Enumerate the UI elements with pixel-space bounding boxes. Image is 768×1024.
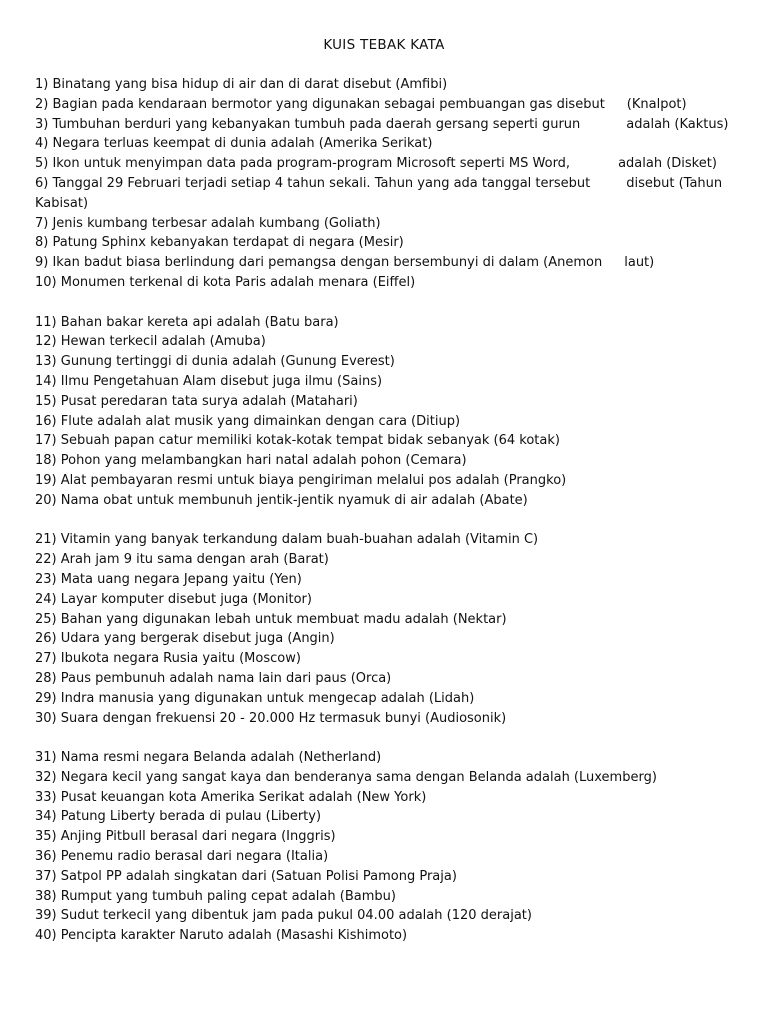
question-text: 33) Pusat keuangan kota Amerika Serikat adalah (New York) bbox=[35, 789, 427, 805]
section-gap bbox=[35, 511, 735, 531]
list-item bbox=[35, 807, 735, 827]
question-text: 27) Ibukota negara Rusia yaitu (Moscow) bbox=[35, 651, 301, 667]
list-item bbox=[35, 867, 735, 887]
question-text: 5) Ikon untuk menyimpan data pada program-program Microsoft seperti MS Word, bbox=[35, 156, 571, 172]
question-text: 37) Satpol PP adalah singkatan dari (Satuan Polisi Pamong Praja) bbox=[35, 868, 457, 884]
question-text: 16) Flute adalah alat musik yang dimainkan dengan cara (Ditiup) bbox=[35, 413, 461, 429]
list-item bbox=[35, 95, 735, 115]
question-text: 31) Nama resmi negara Belanda adalah (Netherland) bbox=[35, 750, 382, 766]
question-text: 29) Indra manusia yang digunakan untuk mengecap adalah (Lidah) bbox=[35, 690, 475, 706]
list-item bbox=[35, 491, 735, 511]
question-text: 9) Ikan badut biasa berlindung dari pemangsa dengan bersembunyi di dalam (Anemon bbox=[35, 255, 603, 271]
question-text: 6) Tanggal 29 Februari terjadi setiap 4 tahun sekali. Tahun yang ada tanggal tersebut bbox=[35, 175, 591, 191]
question-text: 1) Binatang yang bisa hidup di air dan di darat disebut (Amfibi) bbox=[35, 77, 448, 92]
answer-text: adalah (Kaktus) bbox=[626, 116, 729, 132]
spacer bbox=[602, 253, 624, 273]
list-item bbox=[35, 847, 735, 867]
list-item bbox=[35, 669, 735, 689]
list-item bbox=[35, 689, 735, 709]
list-item bbox=[35, 451, 735, 471]
list-item bbox=[35, 332, 735, 352]
question-text: 8) Patung Sphinx kebanyakan terdapat di negara (Mesir) bbox=[35, 235, 404, 251]
spacer bbox=[590, 174, 626, 194]
question-text: 17) Sebuah papan catur memiliki kotak-kotak tempat bidak sebanyak (64 kotak) bbox=[35, 433, 560, 449]
list-item bbox=[35, 768, 735, 788]
question-text: 12) Hewan terkecil adalah (Amuba) bbox=[35, 334, 266, 350]
question-text: 32) Negara kecil yang sangat kaya dan benderanya sama dengan Belanda adalah (Luxemberg) bbox=[35, 769, 657, 785]
list-item bbox=[35, 906, 735, 926]
question-text: 26) Udara yang bergerak disebut juga (Angin) bbox=[35, 631, 335, 647]
list-item bbox=[35, 570, 735, 590]
question-text: 3) Tumbuhan berduri yang kebanyakan tumbuh pada daerah gersang seperti gurun bbox=[35, 116, 581, 132]
answer-text: disebut (Tahun bbox=[626, 175, 723, 191]
section-gap bbox=[35, 728, 735, 748]
question-text: 18) Pohon yang melambangkan hari natal adalah pohon (Cemara) bbox=[35, 453, 467, 469]
list-item bbox=[35, 788, 735, 808]
section-gap bbox=[35, 293, 735, 313]
list-item bbox=[35, 174, 735, 194]
list-item bbox=[35, 471, 735, 491]
question-text: 36) Penemu radio berasal dari negara (Italia) bbox=[35, 849, 329, 865]
list-item bbox=[35, 887, 735, 907]
question-text: 10) Monumen terkenal di kota Paris adalah menara (Eiffel) bbox=[35, 274, 416, 290]
list-item bbox=[35, 392, 735, 412]
question-text: 15) Pusat peredaran tata surya adalah (Matahari) bbox=[35, 393, 358, 409]
question-text: 2) Bagian pada kendaraan bermotor yang digunakan sebagai pembuangan gas disebut bbox=[35, 96, 605, 112]
question-text: 20) Nama obat untuk membunuh jentik-jentik nyamuk di air adalah (Abate) bbox=[35, 492, 528, 508]
question-text: 23) Mata uang negara Jepang yaitu (Yen) bbox=[35, 571, 302, 587]
question-text: 30) Suara dengan frekuensi 20 - 20.000 Hz termasuk bunyi (Audiosonik) bbox=[35, 710, 507, 726]
answer-text: (Knalpot) bbox=[626, 96, 687, 112]
list-item bbox=[35, 154, 735, 174]
list-item bbox=[35, 926, 735, 946]
question-text: 28) Paus pembunuh adalah nama lain dari paus (Orca) bbox=[35, 670, 392, 686]
question-text: 40) Pencipta karakter Naruto adalah (Masashi Kishimoto) bbox=[35, 928, 408, 944]
question-text: 19) Alat pembayaran resmi untuk biaya pengiriman melalui pos adalah (Prangko) bbox=[35, 472, 567, 488]
spacer bbox=[580, 115, 626, 135]
document-title: KUIS TEBAK KATA bbox=[323, 37, 445, 53]
list-item-continuation: Kabisat) bbox=[35, 195, 89, 211]
list-item bbox=[35, 352, 735, 372]
list-item bbox=[35, 214, 735, 234]
question-text: 11) Bahan bakar kereta api adalah (Batu bara) bbox=[35, 314, 339, 330]
list-item bbox=[35, 629, 735, 649]
question-text: 22) Arah jam 9 itu sama dengan arah (Barat) bbox=[35, 552, 329, 568]
list-item bbox=[35, 709, 735, 729]
question-text: 25) Bahan yang digunakan lebah untuk membuat madu adalah (Nektar) bbox=[35, 611, 507, 627]
question-text: 35) Anjing Pitbull berasal dari negara (Inggris) bbox=[35, 829, 336, 845]
list-item bbox=[35, 115, 735, 135]
question-text: 21) Vitamin yang banyak terkandung dalam buah-buahan adalah (Vitamin C) bbox=[35, 532, 539, 548]
list-item bbox=[35, 530, 735, 550]
question-text: 14) Ilmu Pengetahuan Alam disebut juga ilmu (Sains) bbox=[35, 373, 383, 389]
question-text: 4) Negara terluas keempat di dunia adalah (Amerika Serikat) bbox=[35, 136, 433, 152]
list-item bbox=[35, 134, 735, 154]
question-text: 24) Layar komputer disebut juga (Monitor) bbox=[35, 591, 312, 607]
list-item bbox=[35, 372, 735, 392]
list-item bbox=[35, 431, 735, 451]
list-item bbox=[35, 273, 735, 293]
question-text: 38) Rumput yang tumbuh paling cepat adalah (Bambu) bbox=[35, 888, 396, 904]
list-item bbox=[35, 233, 735, 253]
list-item bbox=[35, 550, 735, 570]
question-text: 34) Patung Liberty berada di pulau (Liberty) bbox=[35, 809, 322, 825]
list-item bbox=[35, 649, 735, 669]
list-item bbox=[35, 75, 735, 95]
list-item bbox=[35, 827, 735, 847]
list-item bbox=[35, 412, 735, 432]
list-item bbox=[35, 253, 735, 273]
list-item bbox=[35, 590, 735, 610]
question-text: 39) Sudut terkecil yang dibentuk jam pada pukul 04.00 adalah (120 derajat) bbox=[35, 908, 532, 924]
question-text: 13) Gunung tertinggi di dunia adalah (Gunung Everest) bbox=[35, 354, 395, 370]
question-text: 7) Jenis kumbang terbesar adalah kumbang (Goliath) bbox=[35, 215, 381, 231]
answer-text: laut) bbox=[624, 255, 655, 271]
spacer bbox=[605, 95, 627, 115]
answer-text: adalah (Disket) bbox=[618, 156, 717, 172]
list-item bbox=[35, 748, 735, 768]
list-item bbox=[35, 313, 735, 333]
list-item bbox=[35, 610, 735, 630]
spacer bbox=[570, 154, 618, 174]
question-list bbox=[35, 75, 735, 946]
